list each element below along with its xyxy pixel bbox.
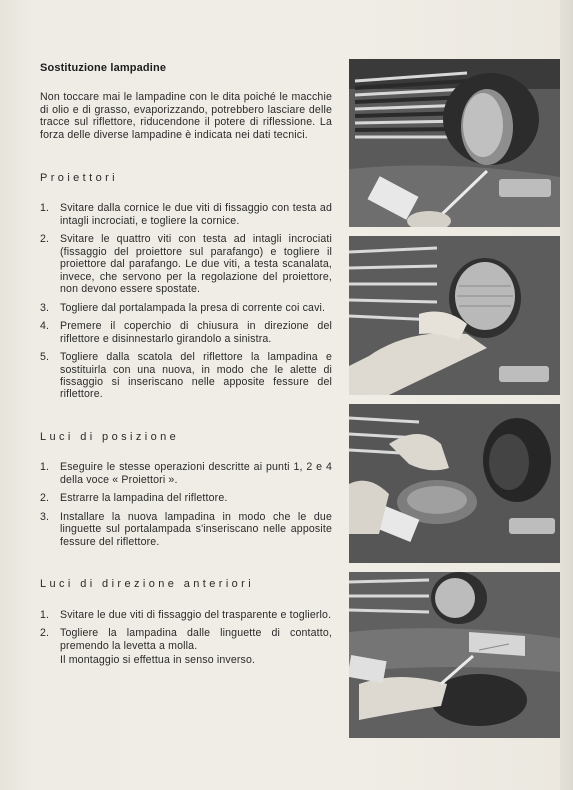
step-item: 1. Svitare dalla cornice le due viti di fissaggio con testa ad intagli incrociati, e togliere la cornice. — [40, 202, 332, 227]
headlamp-reflector-cover-photo — [349, 404, 560, 563]
section-luci-di-direzione — [40, 578, 332, 666]
direction-indicator-removal-photo — [349, 572, 560, 738]
step-item: 5. Togliere dalla scatola del riflettore la lampadina e sostituirla con una nuova, in modo che le alette di fissaggio si inseriscano nelle apposite fessure del riflettore. — [40, 351, 332, 401]
step-item: 1. Eseguire le stesse operazioni descritte ai punti 1, 2 e 4 della voce « Proiettori ». — [40, 461, 332, 486]
text-column — [40, 62, 332, 667]
intro-paragraph: Non toccare mai le lampadine con le dita poiché le macchie di olio e di grasso, evaporizzando, potrebbero lasciare delle tracce sul riflettore, riducendone il potere di riflessione. La forza delle diverse lampadine è indicata nei dati tecnici. — [40, 91, 332, 141]
section-luci-di-posizione — [40, 431, 332, 548]
headlamp-frame-screwdriver-photo — [349, 59, 560, 227]
page-edge — [560, 0, 573, 790]
headlamp-removal-photo — [349, 236, 560, 395]
step-item: 2. Togliere la lampadina dalle linguette di contatto, premendo la levetta a molla. — [40, 627, 332, 652]
step-item: 2. Estrarre la lampadina del riflettore. — [40, 492, 228, 505]
section-heading: Luci di direzione anteriori — [40, 578, 255, 591]
step-item: 2. Svitare le quattro viti con testa ad intagli incrociati (fissaggio del proiettore sul parafango) e togliere il proiettore dal parafango. Le due viti, a testa scanalata, invece, che servono per la regolazione del proiettore, non devono essere spostate. — [40, 233, 332, 296]
step-list — [40, 202, 332, 400]
step-list — [40, 609, 332, 652]
section-heading: Proiettori — [40, 172, 119, 185]
page-title: Sostituzione lampadine — [40, 62, 167, 74]
step-item: 3. Togliere dal portalampada la presa di corrente coi cavi. — [40, 301, 326, 314]
section-heading: Luci di posizione — [40, 430, 180, 443]
step-item: 1. Svitare le due viti di fissaggio del trasparente e toglierlo. — [40, 608, 332, 621]
step-item: 4. Premere il coperchio di chiusura in direzione del riflettore e disinnestarlo girandolo a sinistra. — [40, 320, 332, 345]
assembly-note: Il montaggio si effettua in senso inverso. — [60, 654, 256, 667]
step-item: 3. Installare la nuova lampadina in modo che le due linguette sul portalampada s'inseriscano nelle apposite fessure del riflettore. — [40, 510, 332, 548]
step-list — [40, 461, 332, 548]
section-proiettori — [40, 172, 332, 401]
